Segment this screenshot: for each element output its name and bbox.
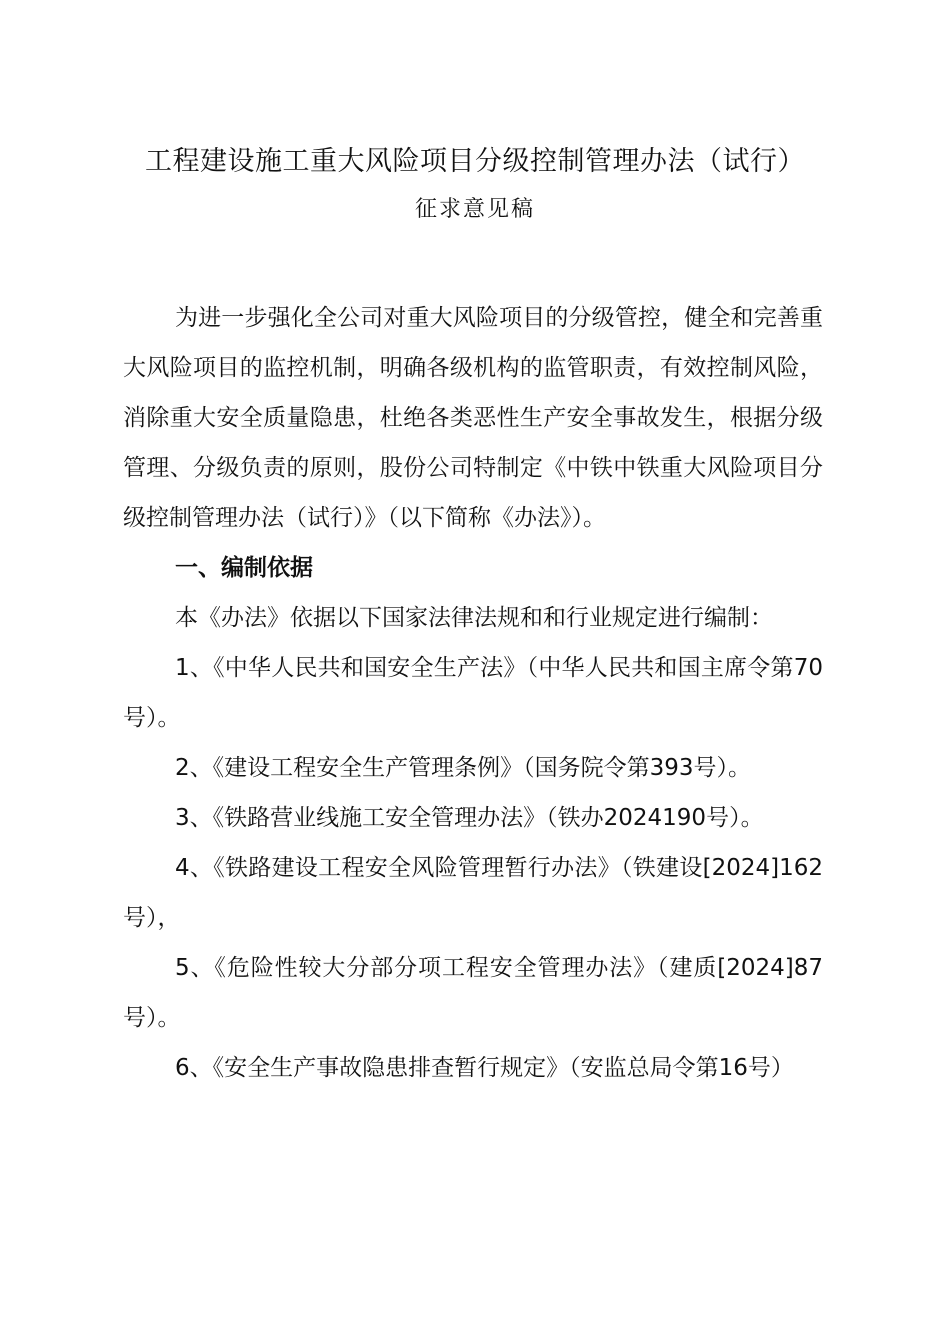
basis-item-3: 3、《铁路营业线施工安全管理办法》（铁办2024190号）。 <box>175 805 764 831</box>
basis-item-4: 4、《铁路建设工程安全风险管理暂行办法》（铁建设[2024]162号）， <box>123 855 823 931</box>
basis-item-6: 6、《安全生产事故隐患排查暂行规定》（安监总局令第16号） <box>175 1055 794 1081</box>
basis-item-2: 2、《建设工程安全生产管理条例》（国务院令第393号）。 <box>175 755 752 781</box>
basis-item-5: 5、《危险性较大分部分项工程安全管理办法》（建质[2024]87号）。 <box>123 955 823 1031</box>
document-body <box>123 293 823 1093</box>
section-lead-paragraph: 本《办法》依据以下国家法律法规和和行业规定进行编制： <box>175 605 773 631</box>
basis-item-1: 1、《中华人民共和国安全生产法》（中华人民共和国主席令第70号）。 <box>123 655 823 731</box>
intro-paragraph: 为进一步强化全公司对重大风险项目的分级管控，健全和完善重大风险项目的监控机制，明确各级机构的监管职责，有效控制风险，消除重大安全质量隐患，杜绝各类恶性生产安全事故发生，根据分级管理、分级负责的原则，股份公司特制定《中铁中铁重大风险项目分级控制管理办法（试行）》（以下简称《办法》）。 <box>123 305 823 531</box>
document-subtitle: 征求意见稿 <box>414 197 535 222</box>
document-title: 工程建设施工重大风险项目分级控制管理办法（试行） <box>145 146 805 177</box>
section-heading: 一、编制依据 <box>175 555 313 581</box>
